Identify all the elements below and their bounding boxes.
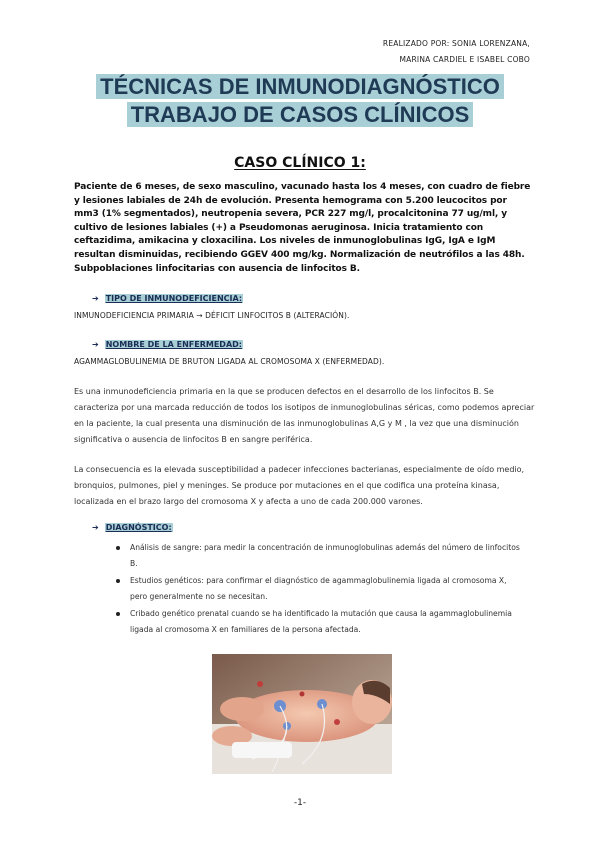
- title-line-2: TRABAJO DE CASOS CLÍNICOS: [127, 102, 474, 127]
- immunodeficiency-heading: [92, 294, 243, 303]
- disease-heading: [92, 340, 243, 349]
- list-item: Cribado genético prenatal cuando se ha identificado la mutación que causa la agammaglobulinemia ligada al cromosoma X en familiares de la persona afectada.: [112, 606, 524, 637]
- disease-heading-label: NOMBRE DE LA ENFERMEDAD:: [105, 340, 242, 349]
- patient-photo: [212, 654, 392, 774]
- arrow-right-icon: ➔: [92, 523, 99, 532]
- immunodeficiency-heading-label: TIPO DE INMUNODEFICIENCIA:: [105, 294, 243, 303]
- title-line-1: TÉCNICAS DE INMUNODIAGNÓSTICO: [96, 74, 504, 99]
- paragraph-consequences: La consecuencia es la elevada susceptibilidad a padecer infecciones bacterianas, especialmente de oído medio, bronquios, pulmones, piel y meninges. Se produce por mutaciones en el que codifica una proteína kinasa, localizada en el brazo largo del cromosoma X y afecta a uno de cada 200.000 varones.: [74, 465, 525, 506]
- arrow-right-icon: ➔: [92, 340, 99, 349]
- diagnosis-list: [112, 540, 524, 640]
- list-item: Análisis de sangre: para medir la concentración de inmunoglobulinas además del número de linfocitos B.: [112, 540, 524, 571]
- page-number: -1-: [293, 798, 307, 808]
- authors-line-1: REALIZADO POR: SONIA LORENZANA,: [382, 39, 530, 48]
- document-title: [0, 74, 600, 130]
- paragraph-description: Es una inmunodeficiencia primaria en la que se producen defectos en el desarrollo de los linfocitos B. Se caracteriza por una marcada reducción de todos los isotipos de inmunoglobulinas séricas, como podemos apreciar en la paciente, la cual presenta una disminución de las inmunoglobulinas A,G y M , la vez que una disminución significativa o ausencia de linfocitos B en sangre periférica.: [74, 387, 535, 444]
- patient-photo-illustration: [212, 654, 392, 774]
- case-description: Paciente de 6 meses, de sexo masculino, vacunado hasta los 4 meses, con cuadro de fiebre y lesiones labiales de 24h de evolución. Presenta hemograma con 5.200 leucocitos por mm3 (1% segmentados), neutropenia severa, PCR 227 mg/l, procalcitonina 77 ug/ml, y cultivo de lesiones labiales (+) a Pseudomonas aeruginosa. Inicia tratamiento con ceftazidima, amikacina y cloxacilina. Los niveles de inmunoglobulinas IgG, IgA e IgM resultan disminuidas, recibiendo GGEV 400 mg/kg. Normalización de neutrófilos a las 48h. Subpoblaciones linfocitarias con ausencia de linfocitos B.: [74, 182, 531, 274]
- case-title: [0, 152, 600, 171]
- diagnosis-heading-label: DIAGNÓSTICO:: [105, 523, 172, 532]
- arrow-right-icon: ➔: [92, 294, 99, 303]
- authors-block: [383, 36, 530, 68]
- diagnosis-heading: [92, 523, 173, 532]
- disease-text: AGAMMAGLOBULINEMIA DE BRUTON LIGADA AL CROMOSOMA X (ENFERMEDAD).: [74, 357, 385, 366]
- immunodeficiency-text: INMUNODEFICIENCIA PRIMARIA → DÉFICIT LINFOCITOS B (ALTERACIÓN).: [74, 311, 350, 320]
- list-item: Estudios genéticos: para confirmar el diagnóstico de agammaglobulinemia ligada al cromosoma X, pero generalmente no se necesitan.: [112, 573, 524, 604]
- case-title-text: CASO CLÍNICO 1:: [234, 155, 366, 171]
- authors-line-2: MARINA CARDIEL E ISABEL COBO: [399, 55, 530, 64]
